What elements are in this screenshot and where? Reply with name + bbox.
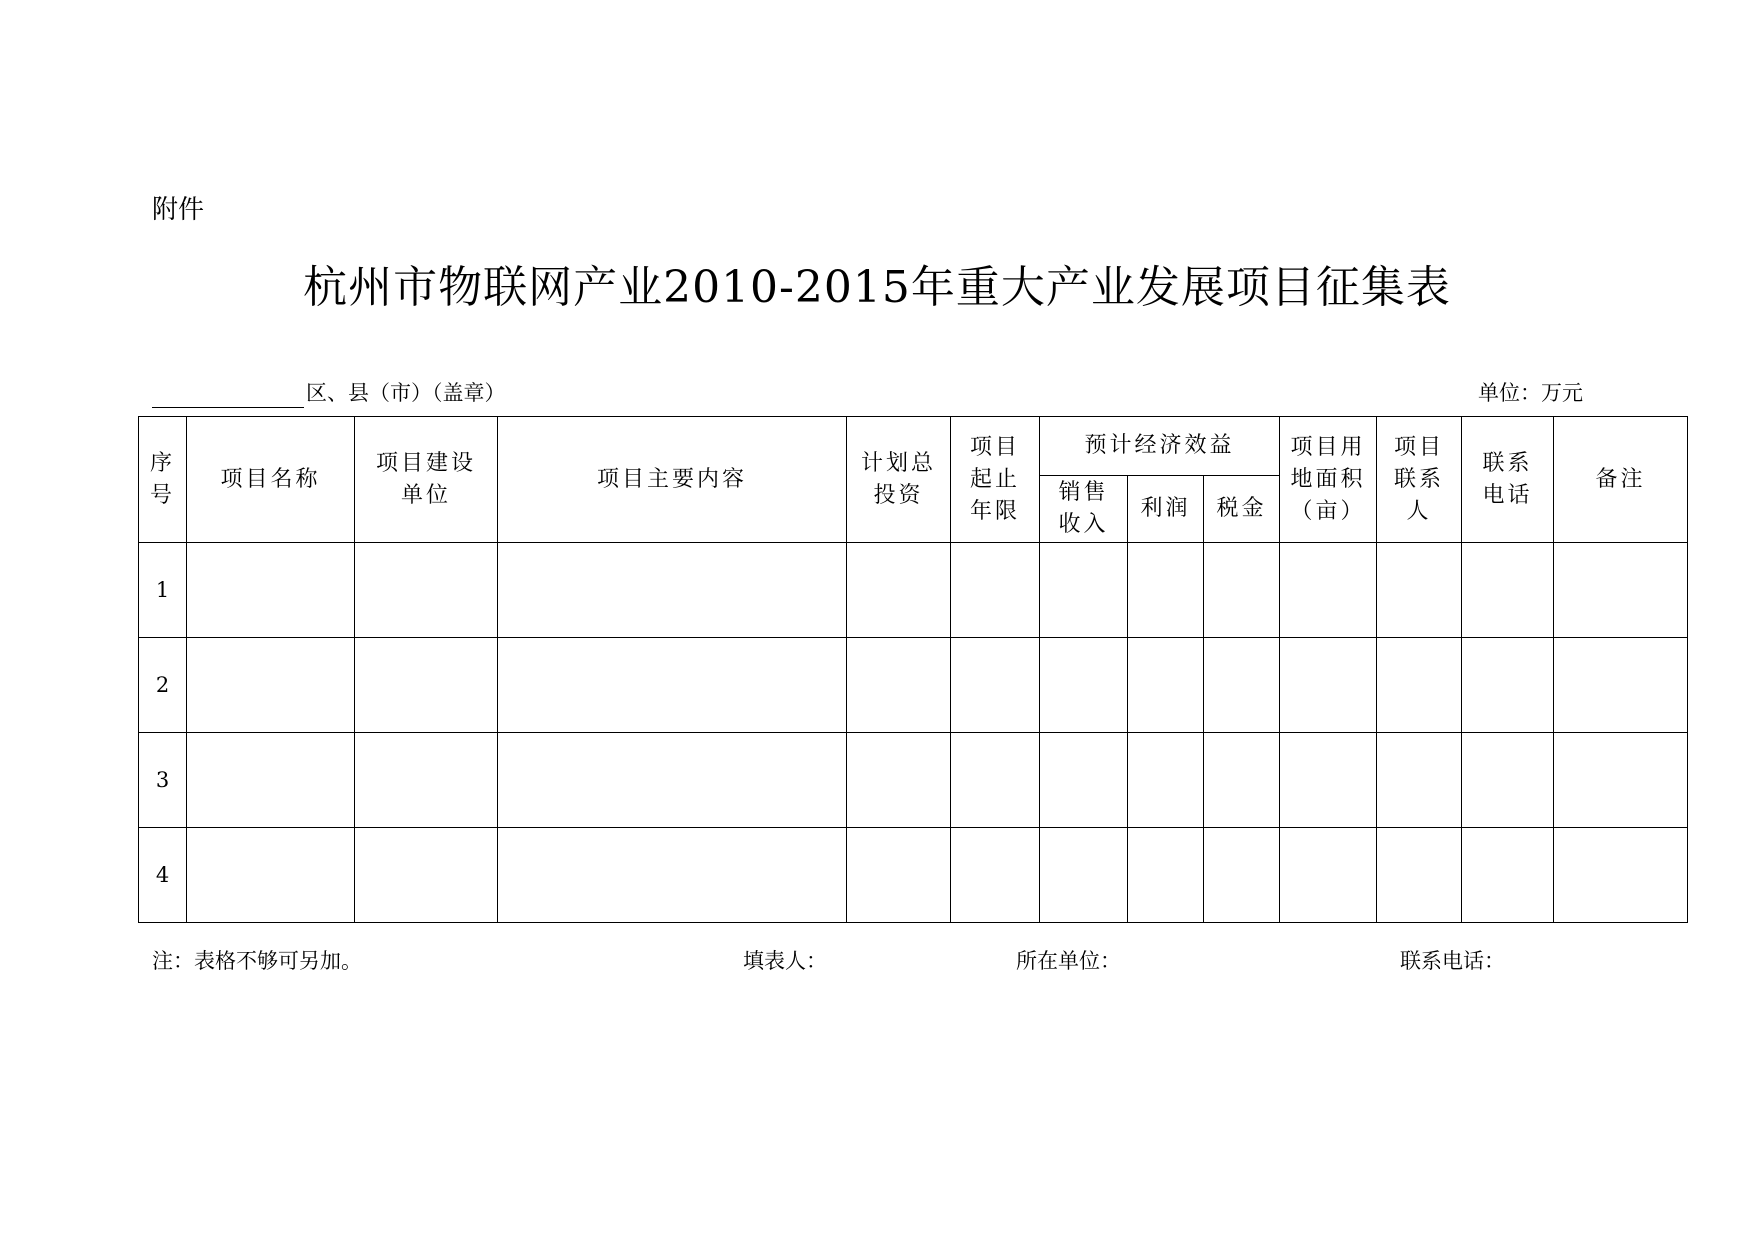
cell-content[interactable] (498, 638, 847, 733)
header-period: 项目 起止 年限 (951, 417, 1040, 543)
cell-remarks[interactable] (1554, 543, 1688, 638)
table-row (139, 828, 1688, 923)
form-title: 杭州市物联网产业2010-2015年重大产业发展项目征集表 (303, 262, 1451, 313)
cell-builder[interactable] (355, 638, 498, 733)
cell-period[interactable] (951, 638, 1040, 733)
cell-phone[interactable] (1462, 828, 1554, 923)
footer-phone-label: 联系电话： (1400, 949, 1505, 973)
cell-investment[interactable] (847, 638, 951, 733)
cell-content[interactable] (498, 543, 847, 638)
cell-sales[interactable] (1040, 733, 1128, 828)
unit-label: 单位：万元 (1478, 381, 1583, 405)
district-blank (152, 383, 304, 408)
table-row (139, 638, 1688, 733)
cell-builder[interactable] (355, 828, 498, 923)
cell-builder[interactable] (355, 733, 498, 828)
cell-tax[interactable] (1204, 543, 1280, 638)
header-project-name: 项目名称 (187, 417, 355, 543)
cell-period[interactable] (951, 543, 1040, 638)
project-table (138, 416, 1688, 923)
cell-tax[interactable] (1204, 828, 1280, 923)
cell-remarks[interactable] (1554, 733, 1688, 828)
header-row-1 (139, 417, 1688, 476)
cell-tax[interactable] (1204, 638, 1280, 733)
header-benefit-group: 预计经济效益 (1040, 417, 1280, 476)
district-line (152, 378, 506, 408)
cell-phone[interactable] (1462, 733, 1554, 828)
cell-investment[interactable] (847, 543, 951, 638)
row-number: 3 (139, 733, 187, 828)
row-number: 2 (139, 638, 187, 733)
cell-contact-person[interactable] (1377, 543, 1462, 638)
cell-tax[interactable] (1204, 733, 1280, 828)
cell-investment[interactable] (847, 828, 951, 923)
cell-phone[interactable] (1462, 638, 1554, 733)
cell-phone[interactable] (1462, 543, 1554, 638)
cell-period[interactable] (951, 733, 1040, 828)
cell-profit[interactable] (1128, 543, 1204, 638)
cell-sales[interactable] (1040, 543, 1128, 638)
header-seq: 序 号 (139, 417, 187, 543)
header-tax: 税金 (1204, 476, 1280, 543)
footer-organization-label: 所在单位： (1016, 949, 1121, 973)
cell-profit[interactable] (1128, 828, 1204, 923)
cell-investment[interactable] (847, 733, 951, 828)
header-builder: 项目建设 单位 (355, 417, 498, 543)
cell-profit[interactable] (1128, 733, 1204, 828)
header-land-area: 项目用 地面积 （亩） (1280, 417, 1377, 543)
header-profit: 利润 (1128, 476, 1204, 543)
header-sales: 销售 收入 (1040, 476, 1128, 543)
cell-project-name[interactable] (187, 733, 355, 828)
header-contact-person: 项目 联系 人 (1377, 417, 1462, 543)
cell-sales[interactable] (1040, 638, 1128, 733)
footer-note: 注：表格不够可另加。 (152, 949, 362, 973)
cell-land-area[interactable] (1280, 733, 1377, 828)
cell-contact-person[interactable] (1377, 828, 1462, 923)
header-investment: 计划总 投资 (847, 417, 951, 543)
cell-content[interactable] (498, 828, 847, 923)
cell-builder[interactable] (355, 543, 498, 638)
table-row (139, 543, 1688, 638)
cell-project-name[interactable] (187, 638, 355, 733)
cell-contact-person[interactable] (1377, 638, 1462, 733)
row-number: 4 (139, 828, 187, 923)
cell-project-name[interactable] (187, 543, 355, 638)
cell-land-area[interactable] (1280, 828, 1377, 923)
header-phone: 联系 电话 (1462, 417, 1554, 543)
cell-sales[interactable] (1040, 828, 1128, 923)
row-number: 1 (139, 543, 187, 638)
table-row (139, 733, 1688, 828)
attachment-label: 附件 (152, 195, 205, 225)
cell-land-area[interactable] (1280, 543, 1377, 638)
cell-land-area[interactable] (1280, 638, 1377, 733)
cell-content[interactable] (498, 733, 847, 828)
district-label: 区、县（市）（盖章） (306, 381, 506, 405)
footer-filler-label: 填表人： (743, 949, 827, 973)
cell-remarks[interactable] (1554, 638, 1688, 733)
cell-period[interactable] (951, 828, 1040, 923)
cell-remarks[interactable] (1554, 828, 1688, 923)
cell-contact-person[interactable] (1377, 733, 1462, 828)
header-remarks: 备注 (1554, 417, 1688, 543)
cell-project-name[interactable] (187, 828, 355, 923)
cell-profit[interactable] (1128, 638, 1204, 733)
header-content: 项目主要内容 (498, 417, 847, 543)
